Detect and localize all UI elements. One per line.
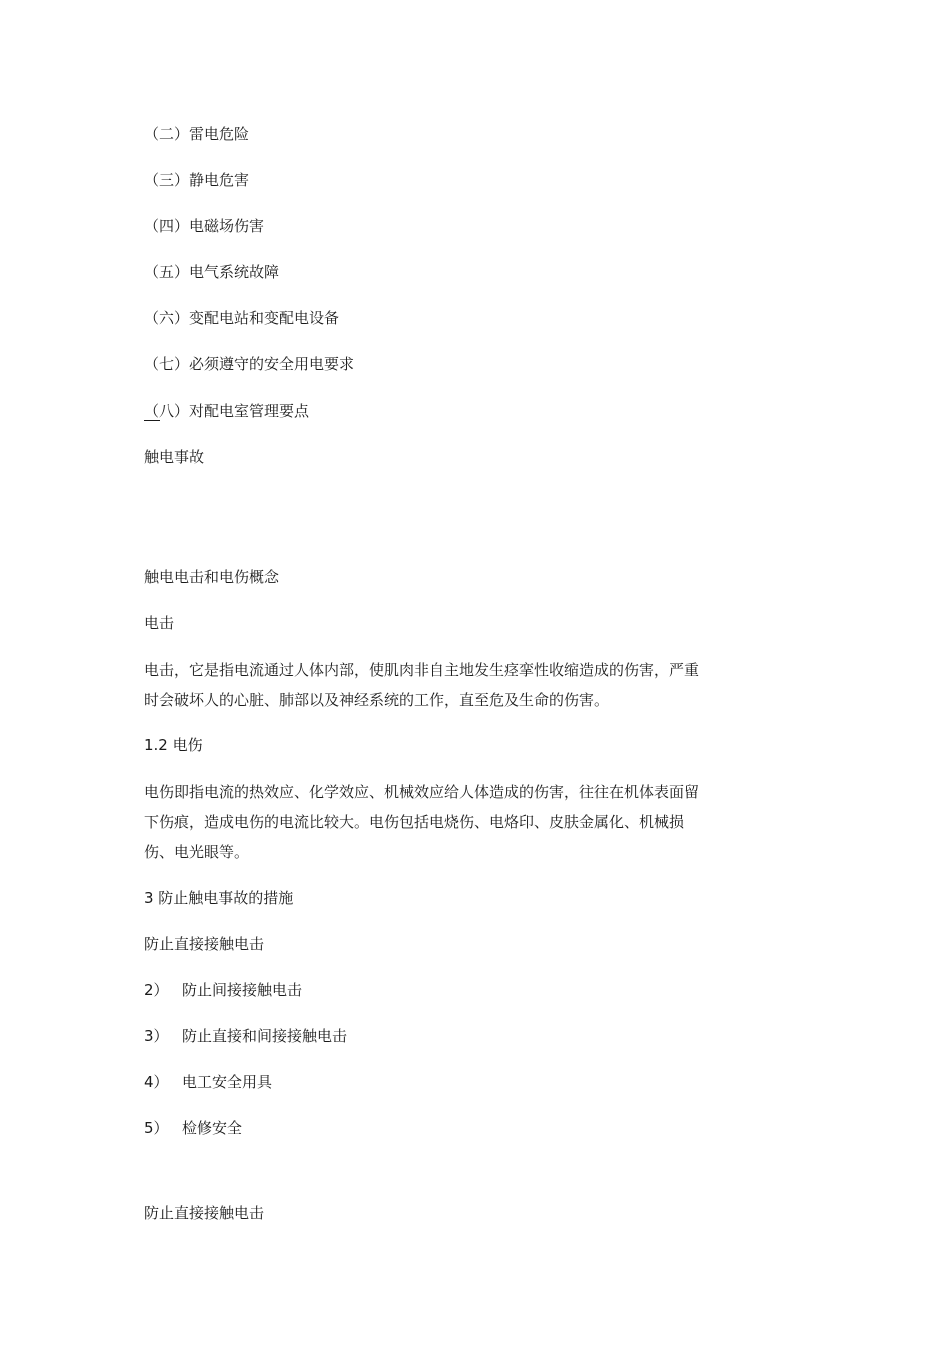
section-title: 触电事故 (144, 448, 205, 466)
measure-item-3 (144, 1026, 347, 1046)
measure-item-2 (144, 980, 302, 1000)
shock-paragraph-line: 时会破坏人的心脏、肺部以及神经系统的工作，直至危及生命的伤害。 (144, 691, 610, 709)
list-item-7: （七）必须遵守的安全用电要求 (144, 355, 355, 373)
list-item-3: （三）静电危害 (144, 171, 250, 189)
injury-paragraph-line: 下伤痕，造成电伤的电流比较大。电伤包括电烧伤、电烙印、皮肤金属化、机械损 (144, 813, 685, 831)
injury-paragraph-line: 伤、电光眼等。 (144, 843, 250, 861)
measures-title: 3 防止触电事故的措施 (144, 889, 294, 907)
concept-title: 触电电击和电伤概念 (144, 568, 280, 586)
measure-text: 防止间接接触电击 (182, 981, 303, 999)
measure-item-4 (144, 1072, 272, 1092)
footer-heading: 防止直接接触电击 (144, 1204, 265, 1222)
injury-title: 1.2 电伤 (144, 736, 203, 754)
list-item-8: （八）对配电室管理要点 (144, 402, 310, 420)
measure-text: 防止直接和间接接触电击 (182, 1027, 348, 1045)
measure-num: 2） (144, 981, 169, 999)
measure-text: 检修安全 (182, 1119, 243, 1137)
measures-first: 防止直接接触电击 (144, 935, 265, 953)
list-item-5: （五）电气系统故障 (144, 263, 280, 281)
shock-paragraph-line: 电击，它是指电流通过人体内部，使肌肉非自主地发生痉挛性收缩造成的伤害，严重 (144, 661, 700, 679)
underline-mark (144, 420, 160, 421)
injury-paragraph (144, 777, 744, 867)
list-item-6: （六）变配电站和变配电设备 (144, 309, 340, 327)
shock-paragraph (144, 655, 744, 715)
measure-num: 3） (144, 1027, 169, 1045)
measure-num: 5） (144, 1119, 169, 1137)
injury-paragraph-line: 电伤即指电流的热效应、化学效应、机械效应给人体造成的伤害，往往在机体表面留 (144, 783, 700, 801)
list-item-4: （四）电磁场伤害 (144, 217, 265, 235)
list-item-2: （二）雷电危险 (144, 125, 250, 143)
shock-title: 电击 (144, 614, 175, 632)
measure-item-5 (144, 1118, 242, 1138)
measure-text: 电工安全用具 (182, 1073, 273, 1091)
measure-num: 4） (144, 1073, 169, 1091)
